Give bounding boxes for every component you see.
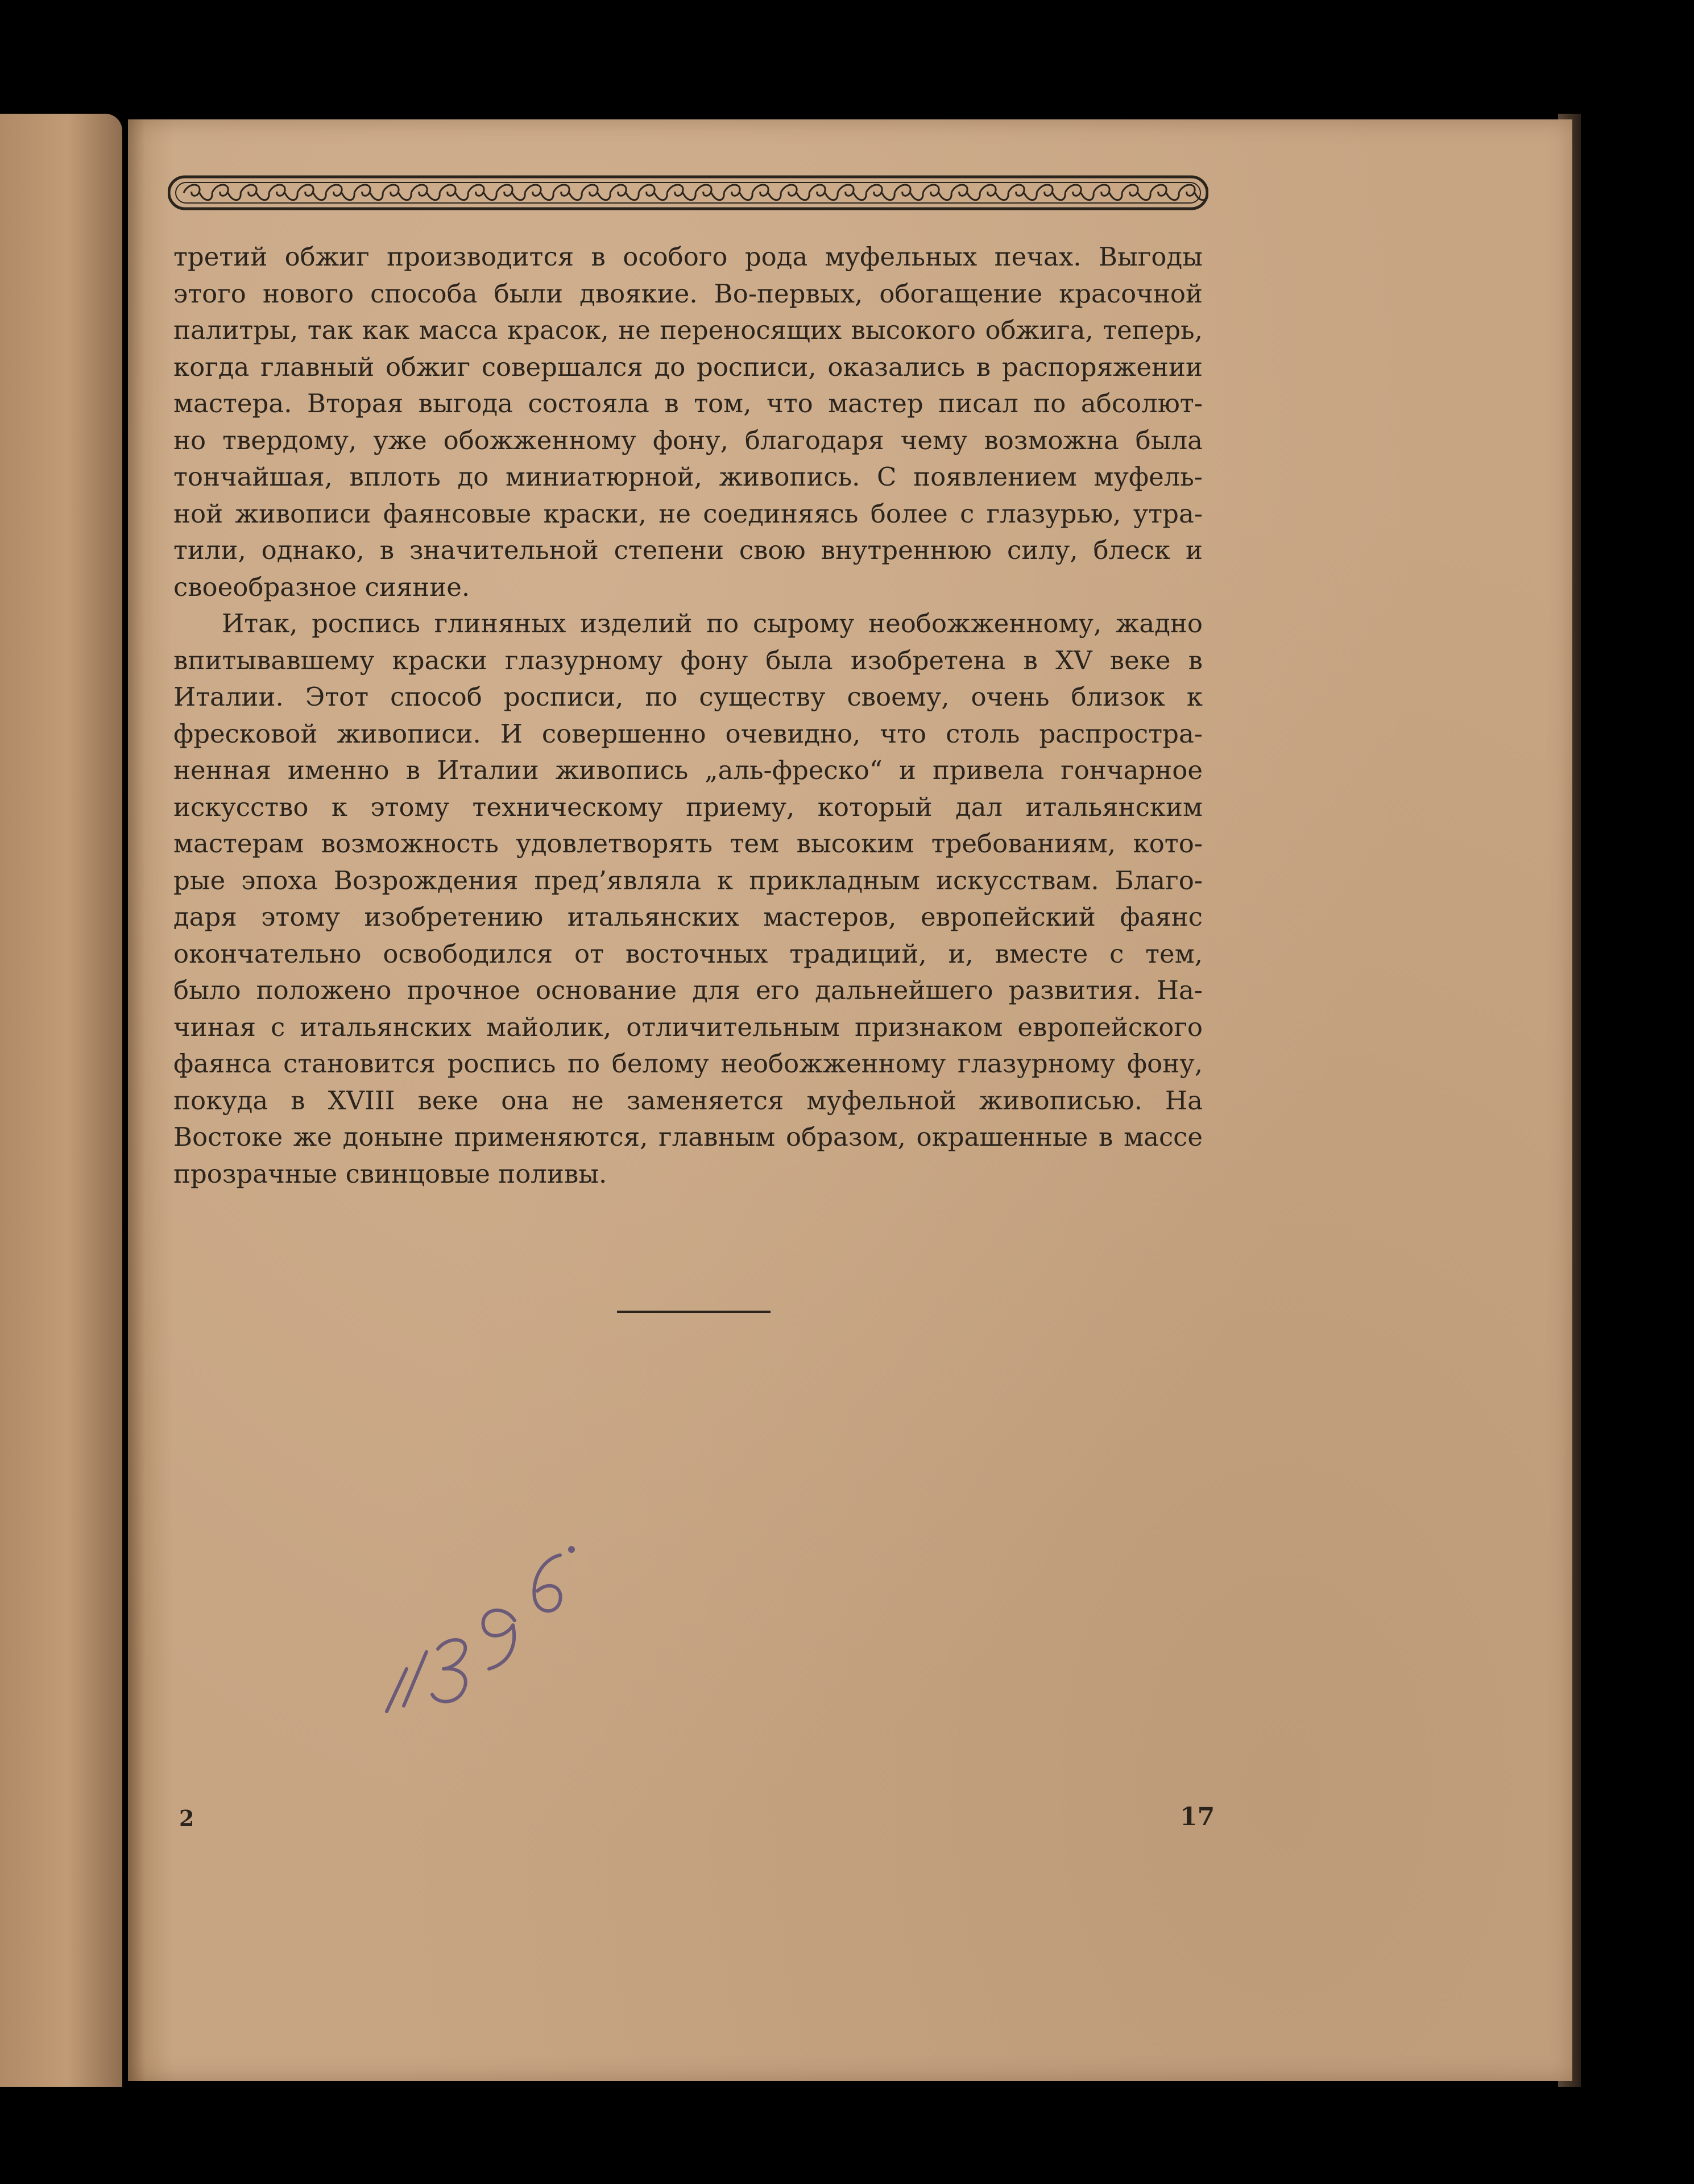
ornament-loop xyxy=(383,185,411,200)
handwritten-pencil-number xyxy=(364,1524,580,1740)
ornament-loop xyxy=(440,185,468,200)
ornament-loop xyxy=(951,185,980,200)
ornament-loop xyxy=(184,185,212,200)
ornament-loop xyxy=(269,185,297,200)
ornament-loop xyxy=(496,185,525,200)
text-line: мастерам возможность удовлетворять тем высоким требованиям, кото- xyxy=(173,828,1203,859)
text-line: искусство к этому техническому приему, который дал итальянским xyxy=(173,791,1203,822)
ornament-loop xyxy=(297,185,326,200)
paragraph-1 xyxy=(173,239,1203,606)
text-line: палитры, так как масса красок, не переносящих высокого обжига, теперь, xyxy=(173,315,1203,345)
ornament-loop xyxy=(1150,185,1179,200)
ornament-loop xyxy=(1094,185,1122,200)
ornament-loop xyxy=(894,185,923,200)
ornament-loop xyxy=(724,185,752,200)
ornament-loop xyxy=(525,185,553,200)
text-line: чиная с итальянских майолик, отличительным признаком европейского xyxy=(173,1012,1203,1042)
text-line: окончательно освободился от восточных традиций, и, вместе с тем, xyxy=(173,938,1203,969)
text-line: фаянса становится роспись по белому необожженному глазурному фону, xyxy=(173,1049,1203,1079)
text-line: но твердому, уже обожженному фону, благодаря чему возможна была xyxy=(173,425,1203,455)
signature-mark: 2 xyxy=(179,1805,194,1831)
ornament-loop xyxy=(1008,185,1037,200)
text-line: третий обжиг производится в особого рода муфельных печах. Выгоды xyxy=(173,242,1203,272)
text-line: тончайшая, вплоть до миниатюрной, живопись. С появлением муфель- xyxy=(173,462,1203,492)
ornament-loop xyxy=(667,185,695,200)
ornament-loop xyxy=(980,185,1008,200)
ornament-loop xyxy=(326,185,354,200)
ornament-loop xyxy=(1179,185,1207,200)
text-line: рые эпоха Возрождения пред’являла к прикладным искусствам. Благо- xyxy=(173,865,1203,896)
text-line: впитывавшему краски глазурному фону была изобретена в XV веке в xyxy=(173,645,1203,675)
text-line: ной живописи фаянсовые краски, не соединяясь более с глазурью, утра- xyxy=(173,498,1203,529)
ornament-loop xyxy=(1122,185,1150,200)
text-line: мастера. Вторая выгода состояла в том, что мастер писал по абсолют- xyxy=(173,388,1203,418)
page-number: 17 xyxy=(1180,1802,1215,1831)
previous-page-edge xyxy=(0,114,122,2087)
text-line: фресковой живописи. И совершенно очевидно, что столь распростра- xyxy=(173,718,1203,749)
ornament-loop xyxy=(411,185,440,200)
section-divider xyxy=(617,1311,771,1313)
text-line: прозрачные свинцовые поливы. xyxy=(173,1158,607,1189)
ornament-loop xyxy=(923,185,951,200)
text-line: когда главный обжиг совершался до росписи, оказались в распоряжении xyxy=(173,351,1203,382)
ornament-loop xyxy=(781,185,809,200)
text-line: своеобразное сияние. xyxy=(173,571,470,602)
ornament-loop xyxy=(553,185,582,200)
text-line: даря этому изобретению итальянских мастеров, европейский фаянс xyxy=(173,902,1203,932)
ornament-loop xyxy=(838,185,866,200)
text-line: ненная именно в Италии живопись „аль-фреско“ и привела гончарное xyxy=(173,755,1203,785)
paragraph-2 xyxy=(173,606,1203,1192)
ornament-loop xyxy=(809,185,838,200)
text-line: Итак, роспись глиняных изделий по сырому необожженному, жадно xyxy=(222,608,1203,639)
text-line: этого нового способа были двоякие. Во-первых, обогащение красочной xyxy=(173,278,1203,309)
ornament-loop xyxy=(866,185,894,200)
ornament-loop xyxy=(1065,185,1094,200)
ornament-loop xyxy=(639,185,667,200)
ornament-loop xyxy=(241,185,269,200)
ornament-loop xyxy=(695,185,724,200)
ornament-loop xyxy=(468,185,496,200)
ornament-loop xyxy=(354,185,383,200)
body-text xyxy=(173,239,1203,1192)
ornamental-header-band xyxy=(168,173,1208,212)
ornament-loop xyxy=(582,185,610,200)
text-line: было положено прочное основание для его дальнейшего развития. На- xyxy=(173,975,1203,1005)
text-line: Италии. Этот способ росписи, по существу своему, очень близок к xyxy=(173,682,1203,712)
ornament-loop xyxy=(1037,185,1065,200)
ornament-loop xyxy=(212,185,241,200)
text-line: Востоке же доныне применяются, главным образом, окрашенные в массе xyxy=(173,1122,1203,1152)
text-line: тили, однако, в значительной степени свою внутреннюю силу, блеск и xyxy=(173,535,1203,565)
ornament-loop xyxy=(610,185,639,200)
ornament-loop xyxy=(752,185,781,200)
text-line: покуда в XVIII веке она не заменяется муфельной живописью. На xyxy=(173,1085,1203,1116)
